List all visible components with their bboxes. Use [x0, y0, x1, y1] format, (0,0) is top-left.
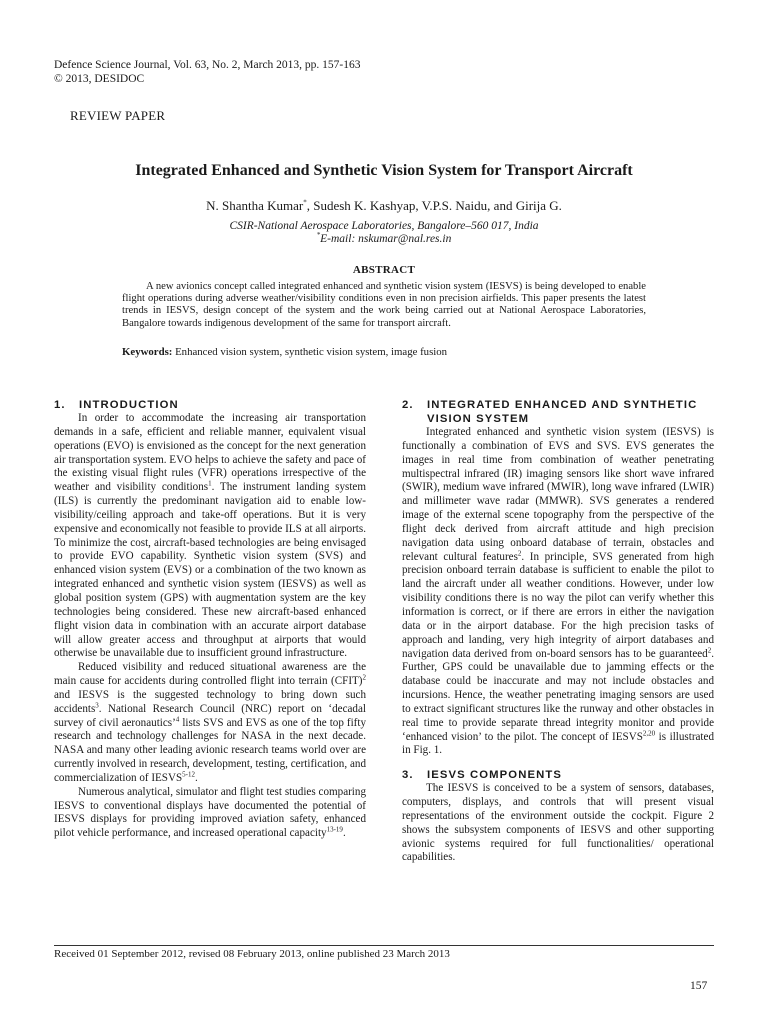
journal-citation — [54, 58, 361, 86]
keywords-text: Enhanced vision system, synthetic vision system, image fusion — [172, 346, 448, 358]
section-2-heading — [402, 398, 714, 426]
section-2-paragraph-1 — [402, 426, 714, 758]
keywords — [122, 346, 646, 359]
footer-rule — [54, 945, 714, 946]
paper-type-label: REVIEW PAPER — [70, 108, 166, 123]
page-number: 157 — [690, 980, 708, 992]
text-run: lists SVS and EVS as one of the top fifty research and technology challenges for NASA in the next decade. NASA and many other leading avionic research teams world over are currently involved in research, development, testing, certification, and commercialization of IESVS — [54, 716, 366, 784]
section-2-title-line2: VISION SYSTEM — [427, 413, 530, 425]
text-run: In order to accommodate the increasing air transportation demands in a safe, efficient and reliable manner, equivalent visual operations (EVO) is envisioned as the concept for the next generation air transportation system. EVO helps to achieve the safety and pace of the existing visual flight rules (VFR) operations irrespective of the weather and visibility conditions — [54, 412, 366, 494]
abstract-heading: ABSTRACT — [352, 264, 416, 276]
citation: 5-12 — [182, 770, 196, 779]
abstract-text: A new avionics concept called integrated enhanced and synthetic vision system (IESVS) is being developed to enable flight operations during adverse weather/visibility conditions even in non precision airfields. This paper presents the latest trends in IESVS, design concept of the system and the work being carried out at National Aerospace Laboratories, Bangalore towards indigenous development of the same for transport aircraft. — [122, 281, 646, 329]
text-run: . — [342, 827, 346, 840]
section-2-title-line1: INTEGRATED ENHANCED AND SYNTHETIC — [427, 399, 698, 411]
section-1-paragraph-1 — [54, 412, 366, 661]
author-email: E-mail: nskumar@nal.res.in — [320, 233, 452, 245]
text-run: . — [195, 771, 198, 784]
affiliation — [0, 220, 768, 246]
citation: 2 — [517, 548, 522, 557]
section-1-title: INTRODUCTION — [79, 399, 179, 411]
citation: 2 — [707, 645, 712, 654]
email-line — [0, 233, 768, 246]
citation: 3 — [95, 701, 99, 710]
citation: 2,20 — [642, 728, 656, 737]
text-run: . National Research Council (NRC) report on ‘decadal survey of civil aeronautics’ — [54, 702, 366, 729]
section-3-title: IESVS COMPONENTS — [427, 769, 562, 782]
received-dates: Received 01 September 2012, revised 08 February 2013, online published 23 March 2013 — [54, 948, 450, 960]
text-run: Reduced visibility and reduced situational awareness are the main cause for accidents during controlled flight into terrain (CFIT) — [54, 661, 366, 688]
right-column — [402, 398, 714, 865]
text-run: is illustrated in Fig. 1. — [402, 730, 714, 757]
section-gap — [402, 758, 714, 768]
keywords-label: Keywords: — [122, 346, 173, 358]
section-1-heading — [54, 398, 366, 412]
corresponding-author-mark: * — [303, 198, 307, 207]
author-list — [0, 197, 768, 215]
left-column — [54, 398, 366, 841]
section-3-paragraph-1: The IESVS is conceived to be a system of sensors, databases, computers, displays, and controls that will present visual representations of the environment outside the cockpit. Figure 2 shows the subsystem components of IESVS and other supporting avionic systems required for full functionalities/ operational capabilities. — [402, 782, 714, 864]
paper-title: Integrated Enhanced and Synthetic Vision System for Transport Aircraft — [135, 162, 633, 179]
text-run: and IESVS is the suggested technology to bring down such accidents — [54, 688, 366, 715]
email-mark: * — [316, 231, 321, 240]
journal-line: Defence Science Journal, Vol. 63, No. 2, March 2013, pp. 157-163 — [54, 59, 361, 71]
citation: 4 — [175, 714, 180, 723]
text-run: Numerous analytical, simulator and flight test studies comparing IESVS to conventional displays have documented the potential of IESVS displays for providing improved aviation safety, enhanced pilot vehicle performance, and increased operational capacity — [54, 785, 366, 840]
text-run: . The instrument landing system (ILS) is currently the predominant navigation aid to enable low-visibility/ceiling approach and take-off operations. But it is very expensive and economically not feasible to provide ILS at all airports. To minimize the cost, aircraft-based technologies are being envisaged to provide EVO capability. Synthetic vision system (SVS) and enhanced vision system (EVS) or a combination of the two known as integrated enhanced and synthetic vision system (IESVS) as well as global position system (GPS) with augmentation system are the key technologies being considered. These new aircraft-based enhanced flight vision data in combination with an accurate airport database will allow greater access and throughput at airports that would otherwise be unavailable due to insufficient ground infrastructure. — [54, 481, 366, 660]
authors-part2: , Sudesh K. Kashyap, V.P.S. Naidu, and Girija G. — [306, 198, 562, 213]
text-run: Integrated enhanced and synthetic vision system (IESVS) is functionally a combination of EVS and SVS. EVS generates the images in real time from combination of weather penetrating multispectral infrared (IR) imaging sensors like short wave infrared (SWIR), medium wave infrared (MWIR), long wave infrared (LWIR) and millimeter wave radar (MMWR). SVS generates a rendered image of the external scene topography from the perspective of the flight deck derived from aircraft attitude and high precision navigation data using onboard database of terrain, obstacles and relevant cultural features — [402, 426, 714, 563]
section-2-number: 2. — [402, 399, 414, 411]
citation: 13-19 — [326, 825, 343, 834]
citation: 1 — [208, 479, 212, 488]
citation: 2 — [362, 673, 366, 682]
section-1-paragraph-3 — [54, 786, 366, 841]
text-run: . In principle, SVS generated from high precision onboard terrain database is sufficient to enable the pilot to land the aircraft under all weather conditions. However, under low visibility conditions there is no way the pilot can verify whether this information is correct, or if there are errors in either the navigation data or in the airport database. For the high precision tasks of approach and landing, very high integrity of airport databases and navigation data derived from on-board sensors has to be guaranteed — [402, 550, 714, 660]
text-run: . Further, GPS could be unavailable due to jamming effects or the database could be inaccurate and may not include obstacles and incursions. Hence, the weather penetrating imaging sensors are used to extract significant structures like the runway and other obstacles in real time to provide separate thread integrity monitor and provide ‘enhanced vision’ to the pilot. The concept of IESVS — [402, 647, 714, 743]
copyright-line: © 2013, DESIDOC — [54, 73, 145, 85]
section-3-heading — [402, 768, 714, 782]
authors-part1: N. Shantha Kumar — [206, 198, 304, 213]
section-1-paragraph-2 — [54, 661, 366, 786]
institution: CSIR-National Aerospace Laboratories, Bangalore–560 017, India — [229, 220, 539, 232]
section-3-number: 3. — [402, 769, 414, 782]
section-1-number: 1. — [54, 399, 66, 411]
